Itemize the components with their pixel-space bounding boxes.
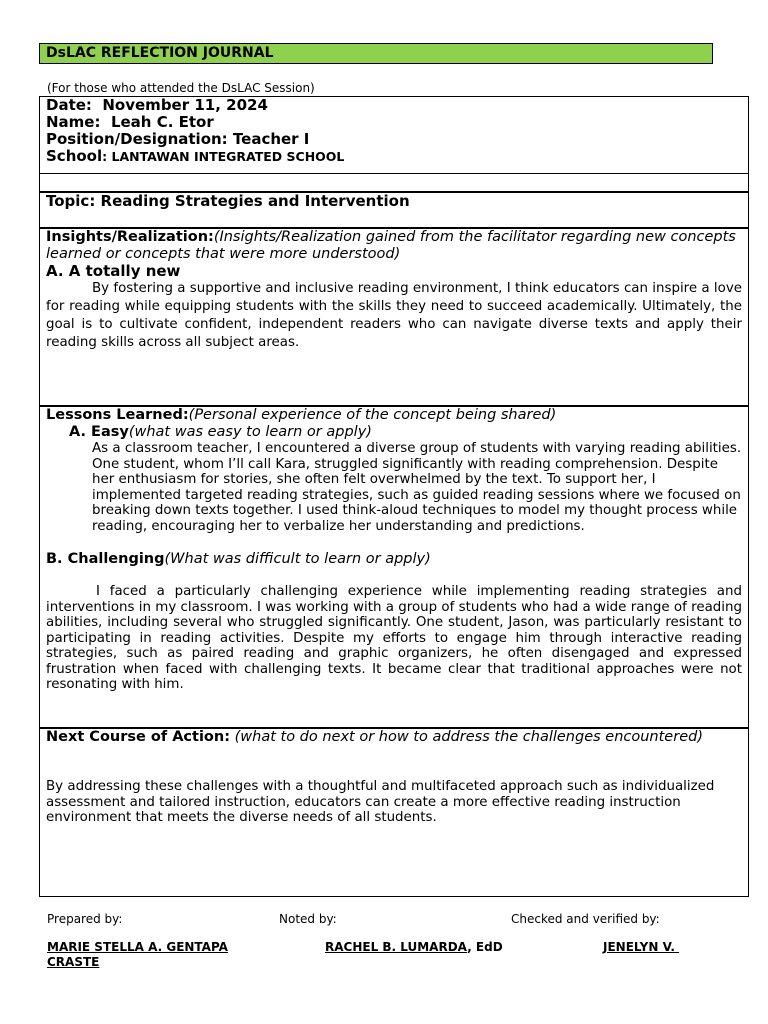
noted-suffix: , EdD [467,940,503,954]
checked-signatory: JENELYN V. [603,940,680,954]
school-value: : LANTAWAN INTEGRATED SCHOOL [102,149,345,164]
lessons-section [46,407,742,693]
position-row [46,131,742,148]
date-value: November 11, 2024 [102,96,268,114]
challenging-text: I faced a particularly challenging experience while implementing reading strategies and interventions in my classroom. I was working with a group of students who had a wide range of reading abilities, including several who struggled significantly. One student, Jason, was particularly resistant to participating in reading activities. Despite my efforts to engage him through interactive reading strategies, such as paired reading and graphic organizers, he often disengaged and expressed frustration when faced with challenging texts. It became clear that traditional approaches were not resonating with him. [46,584,742,692]
divider [39,173,749,174]
position-label: Position/Designation: [46,130,228,148]
position-value: Teacher I [232,130,310,148]
easy-label: A. Easy [69,424,129,440]
next-section [46,729,742,826]
easy-hint: (what was easy to learn or apply) [128,424,372,440]
insights-text: By fostering a supportive and inclusive reading environment, I think educators can inspire a love for reading while equipping students with the skills they need to succeed academically. Ultimately, the goal is to cultivate confident, independent readers who can navigate diverse texts and apply their reading skills across all subject areas. [46,281,742,350]
school-label: School [46,147,103,165]
next-hint: (what to do next or how to address the challenges encountered) [230,729,703,745]
prepared-label: Prepared by: [47,912,123,926]
insights-label: Insights/Realization: [46,229,214,245]
prepared-signatory: MARIE STELLA A. GENTAPA CRASTE [47,940,228,969]
lessons-label: Lessons Learned: [46,407,189,423]
lessons-hint: (Personal experience of the concept being shared) [188,407,557,423]
date-row [46,97,742,114]
name-row [46,114,742,131]
insights-section [46,229,742,352]
topic: Topic: Reading Strategies and Intervention [46,192,410,210]
challenging-label: B. Challenging [46,551,165,567]
noted-name: RACHEL B. LUMARDA [325,940,468,954]
challenging-hint: (What was difficult to learn or apply) [164,551,431,567]
name-value: Leah C. Etor [110,113,214,131]
noted-label: Noted by: [279,912,337,926]
next-label: Next Course of Action: [46,729,231,745]
info-block [46,97,742,165]
name-label: Name: [46,113,101,131]
insights-hint: (Insights/Realization gained from the facilitator regarding new concepts learned or concepts that were more understood) [46,229,736,262]
noted-signatory [325,940,503,954]
easy-text: As a classroom teacher, I encountered a diverse group of students with varying reading abilities. One student, whom I’ll call Kara, struggled significantly with reading comprehension. Despite her enthusiasm for stories, she often felt overwhelmed by the text. To support her, I implemented targeted reading strategies, such as guided reading sessions where we focused on breaking down texts together. I used think-aloud techniques to model my thought process while reading, encouraging her to verbalize her understanding and predictions. [92,441,742,534]
next-text: By addressing these challenges with a thoughtful and multifaceted approach such as individualized assessment and tailored instruction, educators can create a more effective reading instruction environment that meets the diverse needs of all students. [46,779,715,825]
journal-title: DsLAC REFLECTION JOURNAL [39,43,713,64]
journal-subtitle: (For those who attended the DsLAC Session) [47,81,315,95]
school-row [46,148,742,165]
checked-label: Checked and verified by: [511,912,660,926]
insights-subheading: A. A totally new [46,262,181,280]
date-label: Date: [46,96,92,114]
